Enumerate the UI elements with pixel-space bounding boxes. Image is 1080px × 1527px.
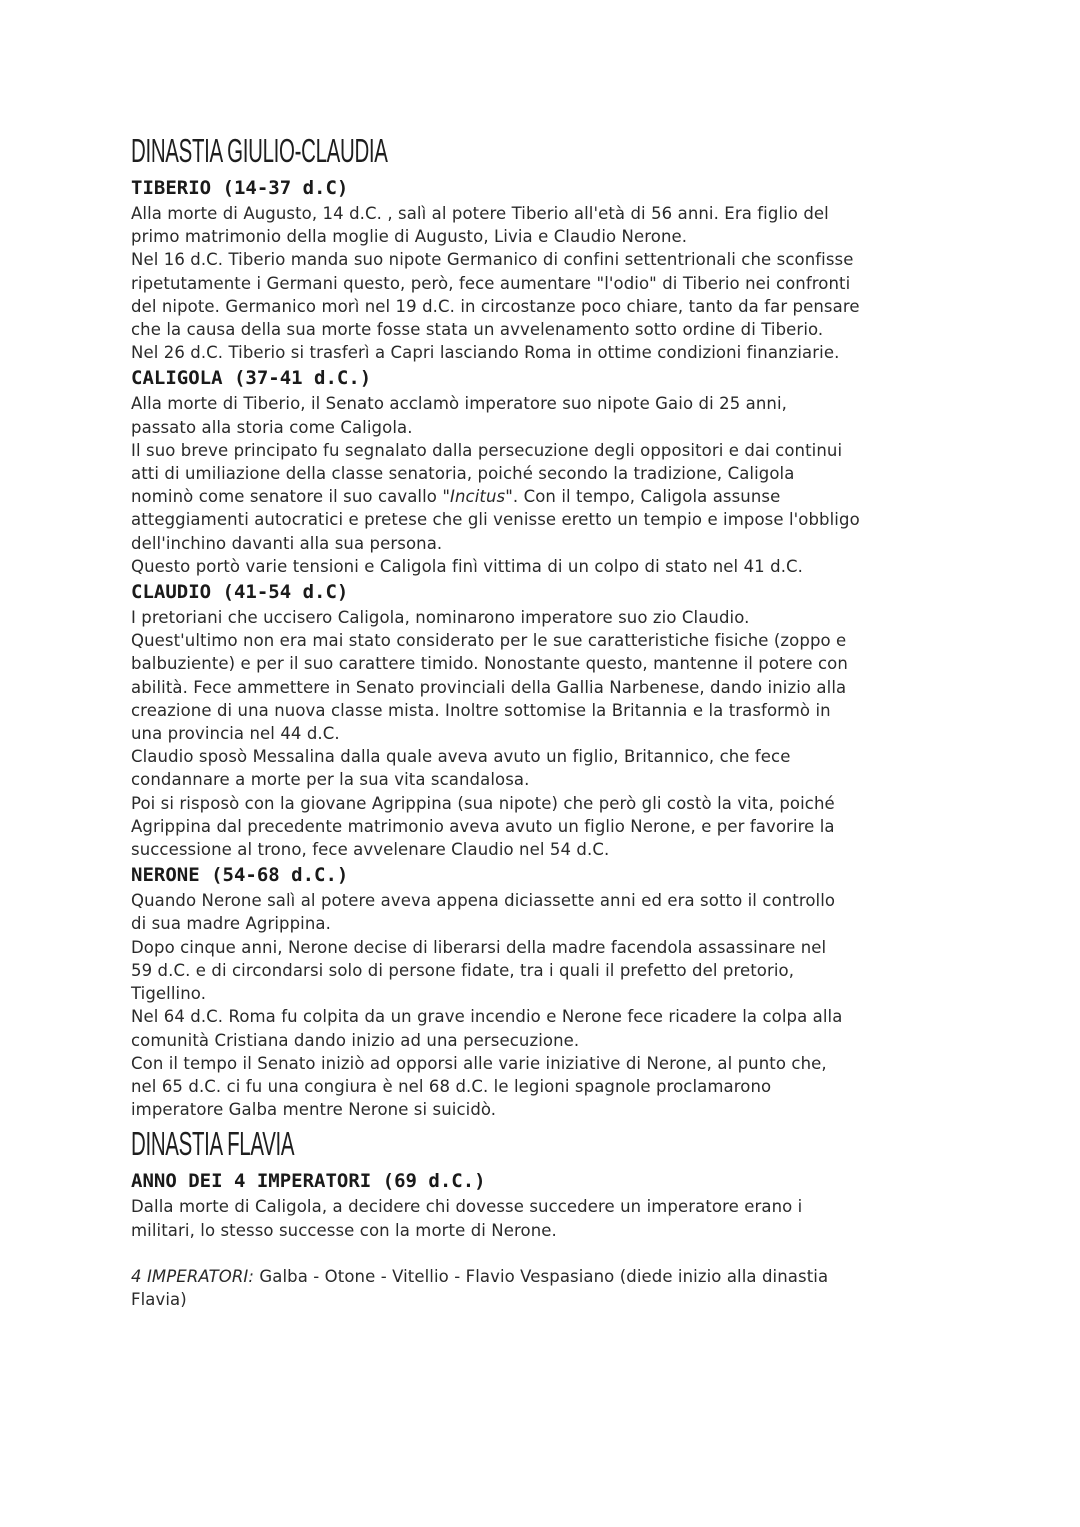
text-line: Tigellino. xyxy=(131,984,207,1004)
heading-anno-4-imperatori: ANNO DEI 4 IMPERATORI (69 d.C.) xyxy=(131,1170,486,1193)
text-line: Alla morte di Augusto, 14 d.C. , salì al potere Tiberio all'età di 56 anni. Era figlio del xyxy=(131,204,829,223)
text-line: Nel 64 d.C. Roma fu colpita da un grave incendio e Nerone fece ricadere la colpa alla xyxy=(131,1007,843,1027)
heading-tiberio: TIBERIO (14-37 d.C) xyxy=(131,177,349,199)
text-line: successione al trono, fece avvelenare Claudio nel 54 d.C. xyxy=(131,840,610,860)
text-line: Agrippina dal precedente matrimonio aveva avuto un figlio Nerone, e per favorire la xyxy=(131,816,835,836)
text-line: imperatore Galba mentre Nerone si suicidò. xyxy=(131,1100,497,1120)
text-line: comunità Cristiana dando inizio ad una persecuzione. xyxy=(131,1030,580,1050)
text-line: Nel 16 d.C. Tiberio manda suo nipote Germanico di confini settentrionali che sconfisse xyxy=(131,250,854,270)
text-line: militari, lo stesso successe con la morte di Nerone. xyxy=(131,1220,557,1240)
paragraph-nerone xyxy=(131,889,961,1121)
text-line: I pretoriani che uccisero Caligola, nominarono imperatore suo zio Claudio. xyxy=(131,608,750,628)
paragraph-tiberio xyxy=(131,202,961,364)
text-line: primo matrimonio della moglie di Augusto, Livia e Claudio Nerone. xyxy=(131,227,688,247)
text-line: Questo portò varie tensioni e Caligola finì vittima di un colpo di stato nel 41 d.C. xyxy=(131,556,804,576)
text-line: dell'inchino davanti alla sua persona. xyxy=(131,533,443,553)
text-line: passato alla storia come Caligola. xyxy=(131,417,413,437)
text-line: del nipote. Germanico morì nel 19 d.C. in circostanze poco chiare, tanto da far pensare xyxy=(131,296,860,316)
label-4-imperatori: 4 IMPERATORI: xyxy=(131,1266,255,1286)
paragraph-imperatori-list xyxy=(131,1265,961,1311)
heading-caligola: CALIGOLA (37-41 d.C.) xyxy=(131,367,372,390)
text-segment: ". Con il tempo, Caligola assunse xyxy=(505,487,781,507)
dynasty-title-giulio-claudia: DINASTIA GIULIO-CLAUDIA xyxy=(131,132,388,169)
paragraph-claudio xyxy=(131,606,961,861)
text-line: Nel 26 d.C. Tiberio si trasferì a Capri lasciando Roma in ottime condizioni finanziarie. xyxy=(131,343,840,363)
text-line: atti di umiliazione della classe senatoria, poiché secondo la tradizione, Caligola xyxy=(131,464,795,484)
text-line: balbuziente) e per il suo carattere timido. Nonostante questo, mantenne il potere con xyxy=(131,654,848,674)
text-line: 59 d.C. e di circondarsi solo di persone fidate, tra i quali il prefetto del pretorio, xyxy=(131,960,795,980)
text-line: creazione di una nuova classe mista. Inoltre sottomise la Britannia e la trasformò in xyxy=(131,700,831,720)
text-line: Con il tempo il Senato iniziò ad opporsi alle varie iniziative di Nerone, al punto che, xyxy=(131,1053,827,1073)
text-line: Dalla morte di Caligola, a decidere chi dovesse succedere un imperatore erano i xyxy=(131,1197,803,1217)
text-line: Poi si risposò con la giovane Agrippina (sua nipote) che però gli costò la vita, poiché xyxy=(131,793,835,813)
paragraph-anno-4-imperatori xyxy=(131,1195,961,1241)
text-line: atteggiamenti autocratici e pretese che gli venisse eretto un tempio e impose l'obbligo xyxy=(131,510,860,530)
text-line: condannare a morte per la sua vita scandalosa. xyxy=(131,770,530,790)
heading-nerone: NERONE (54-68 d.C.) xyxy=(131,864,349,887)
text-line: Claudio sposò Messalina dalla quale aveva avuto un figlio, Britannico, che fece xyxy=(131,747,791,767)
text-segment: nominò come senatore il suo cavallo " xyxy=(131,487,451,507)
heading-claudio: CLAUDIO (41-54 d.C) xyxy=(131,581,349,604)
text-line-imperatori xyxy=(131,1265,961,1288)
text-line: di sua madre Agrippina. xyxy=(131,914,331,934)
text-line: Quando Nerone salì al potere aveva appena diciassette anni ed era sotto il controllo xyxy=(131,891,836,911)
document-page xyxy=(131,128,961,1311)
text-line: Flavia) xyxy=(131,1289,187,1309)
text-line: Il suo breve principato fu segnalato dalla persecuzione degli oppositori e dai continui xyxy=(131,440,843,460)
dynasty-title-flavia: DINASTIA FLAVIA xyxy=(131,1125,295,1163)
text-line: una provincia nel 44 d.C. xyxy=(131,724,340,744)
text-line: Alla morte di Tiberio, il Senato acclamò imperatore suo nipote Gaio di 25 anni, xyxy=(131,394,787,414)
text-line: nel 65 d.C. ci fu una congiura è nel 68 d.C. le legioni spagnole proclamarono xyxy=(131,1076,772,1096)
text-line: Dopo cinque anni, Nerone decise di liberarsi della madre facendola assassinare nel xyxy=(131,937,827,957)
text-line: che la causa della sua morte fosse stata un avvelenamento sotto ordine di Tiberio. xyxy=(131,320,824,340)
text-line-incitus xyxy=(131,485,961,508)
text-line: ripetutamente i Germani questo, però, fece aumentare "l'odio" di Tiberio nei confronti xyxy=(131,273,851,293)
paragraph-gap xyxy=(131,1242,961,1265)
text-line: abilità. Fece ammettere in Senato provinciali della Gallia Narbenese, dando inizio alla xyxy=(131,677,847,697)
text-segment: Galba - Otone - Vitellio - Flavio Vespasiano (diede inizio alla dinastia xyxy=(254,1266,829,1286)
paragraph-caligola xyxy=(131,392,961,578)
text-italic-incitus: Incitus xyxy=(450,487,506,507)
text-line: Quest'ultimo non era mai stato considerato per le sue caratteristiche fisiche (zoppo e xyxy=(131,631,847,651)
